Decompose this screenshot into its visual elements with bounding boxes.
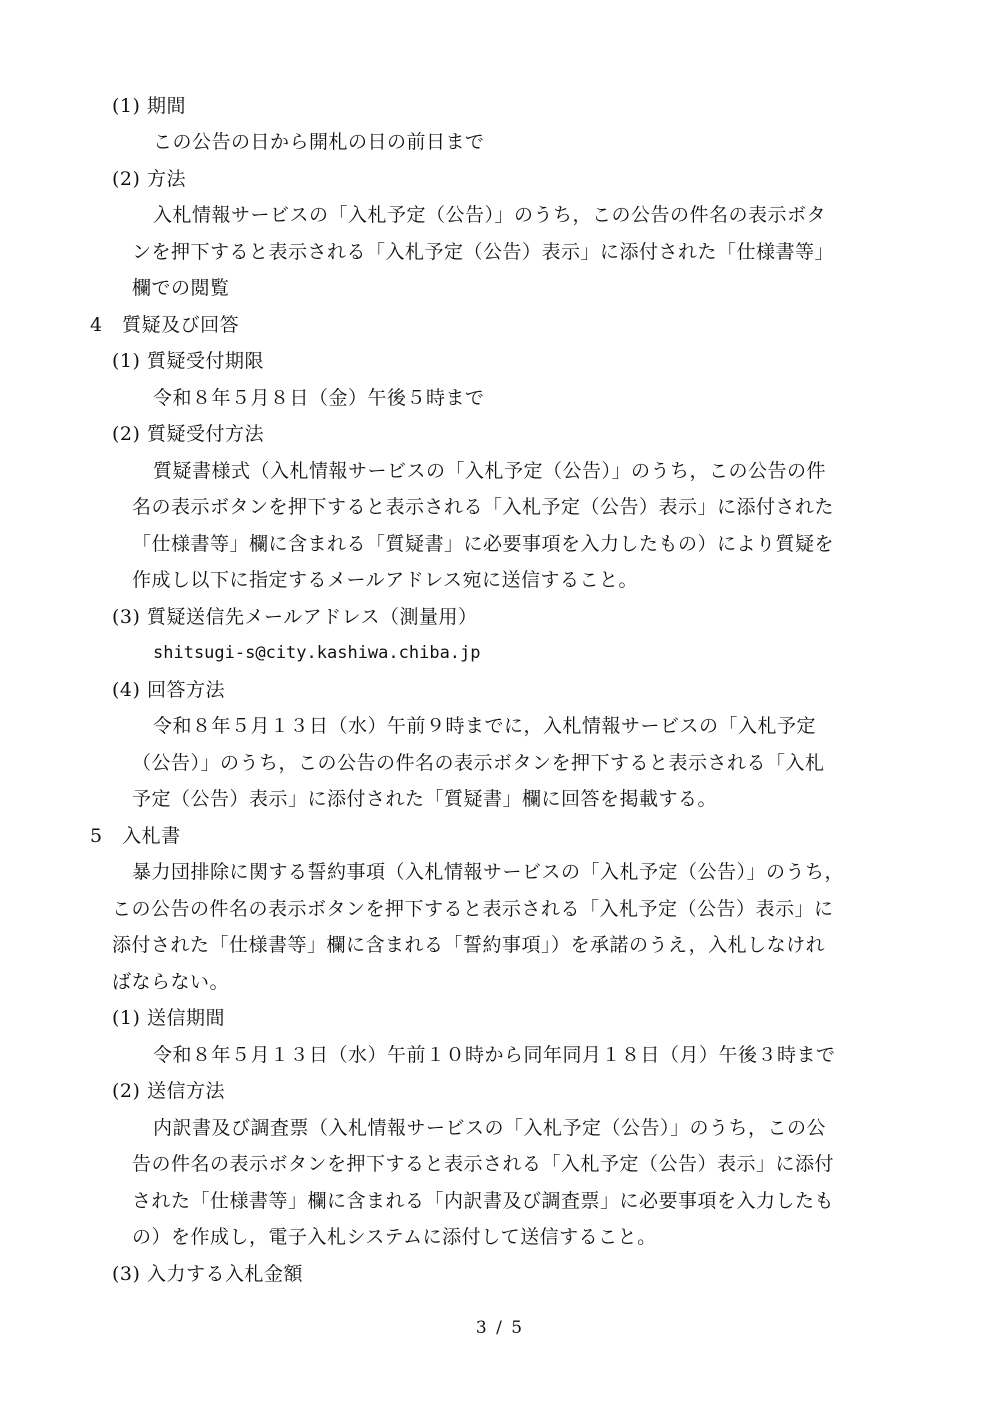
body-text: （公告）」のうち，この公告の件名の表示ボタンを押下すると表示される「入札	[132, 752, 825, 774]
body-text: の）を作成し，電子入札システムに添付して送信すること。	[132, 1226, 657, 1248]
item-1-period: (1) 期間	[112, 95, 186, 117]
body-text: ンを押下すると表示される「入札予定（公告）表示」に添付された「仕様書等」	[132, 241, 835, 263]
section-4-heading: 4 質疑及び回答	[90, 314, 240, 336]
body-text: 「仕様書等」欄に含まれる「質疑書」に必要事項を入力したもの）により質疑を	[132, 533, 835, 555]
body-text: 予定（公告）表示」に添付された「質疑書」欄に回答を掲載する。	[132, 788, 718, 810]
body-text: 暴力団排除に関する誓約事項（入札情報サービスの「入札予定（公告）」のうち，	[132, 861, 845, 883]
item-3-bid-amount: (3) 入力する入札金額	[112, 1263, 303, 1285]
body-text: 告の件名の表示ボタンを押下すると表示される「入札予定（公告）表示」に添付	[132, 1153, 835, 1175]
body-text: この公告の件名の表示ボタンを押下すると表示される「入札予定（公告）表示」に	[112, 898, 834, 920]
body-text: 令和８年５月１３日（水）午前９時までに，入札情報サービスの「入札予定	[153, 715, 817, 737]
body-text: ばならない。	[112, 971, 230, 993]
item-2-method: (2) 質疑受付方法	[112, 423, 264, 445]
body-text: 内訳書及び調査票（入札情報サービスの「入札予定（公告）」のうち，この公	[153, 1117, 827, 1139]
item-4-answer: (4) 回答方法	[112, 679, 225, 701]
body-text: この公告の日から開札の日の前日まで	[153, 131, 485, 153]
body-text: 作成し以下に指定するメールアドレス宛に送信すること。	[132, 569, 639, 591]
body-text: 欄での閲覧	[132, 277, 230, 299]
item-1-send-period: (1) 送信期間	[112, 1007, 225, 1029]
email-address: shitsugi-s@city.kashiwa.chiba.jp	[153, 643, 481, 663]
item-3-email: (3) 質疑送信先メールアドレス（測量用）	[112, 606, 478, 628]
body-text: 令和８年５月８日（金）午後５時まで	[153, 387, 485, 409]
body-text: 質疑書様式（入札情報サービスの「入札予定（公告）」のうち，この公告の件	[153, 460, 827, 482]
item-2-method: (2) 方法	[112, 168, 186, 190]
body-text: された「仕様書等」欄に含まれる「内訳書及び調査票」に必要事項を入力したも	[132, 1190, 835, 1212]
section-5-heading: 5 入札書	[90, 825, 181, 847]
body-text: 名の表示ボタンを押下すると表示される「入札予定（公告）表示」に添付された	[132, 496, 835, 518]
body-text: 添付された「仕様書等」欄に含まれる「誓約事項」）を承諾のうえ，入札しなけれ	[112, 934, 826, 956]
item-1-deadline: (1) 質疑受付期限	[112, 350, 264, 372]
item-2-send-method: (2) 送信方法	[112, 1080, 225, 1102]
body-text: 入札情報サービスの「入札予定（公告）」のうち，この公告の件名の表示ボタ	[153, 204, 827, 226]
body-text: 令和８年５月１３日（水）午前１０時から同年同月１８日（月）午後３時まで	[153, 1044, 836, 1066]
page-number: 3 / 5	[475, 1318, 525, 1338]
